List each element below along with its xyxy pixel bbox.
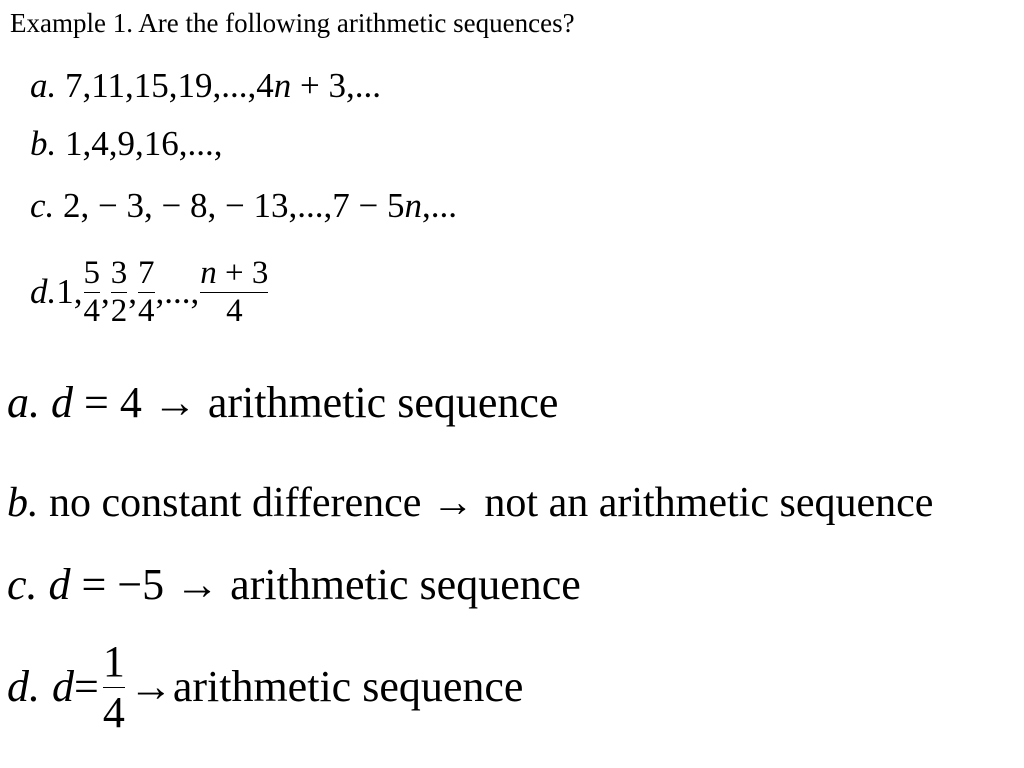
answer-c-label: c. — [7, 560, 38, 609]
general-term-fraction — [200, 255, 268, 330]
question-a-terms: 7,11,15,19,...,4 — [56, 66, 274, 105]
answer-b-label: b. — [7, 480, 39, 526]
answer-a-label: a. — [7, 378, 40, 427]
question-d-label: d. — [30, 272, 57, 311]
question-a-label: a. — [30, 66, 57, 105]
answer-d-text: arithmetic sequence — [172, 662, 524, 711]
fraction-5-4 — [84, 255, 101, 330]
question-c-tail: ,... — [422, 186, 458, 225]
fraction-denominator: 2 — [110, 292, 128, 329]
ellipsis: ,..., — [155, 272, 200, 311]
general-term-num-tail: + 3 — [216, 254, 269, 291]
answer-d-arrow: → — [128, 662, 173, 711]
fraction-denominator: 4 — [83, 292, 100, 329]
answer-d-label: d. — [7, 662, 40, 711]
fraction-denominator: 4 — [138, 292, 155, 329]
answer-d-fraction — [103, 637, 125, 738]
answer-c-text: arithmetic sequence — [230, 560, 581, 609]
answer-b — [7, 478, 933, 528]
general-term-denominator: 4 — [226, 292, 243, 329]
question-a-var: n — [273, 66, 292, 105]
question-b — [30, 124, 223, 164]
question-d-lead: 1, — [56, 272, 83, 311]
question-b-label: b. — [30, 124, 57, 163]
fraction-numerator: 1 — [102, 636, 125, 686]
example-title: Example 1. Are the following arithmetic sequences? — [10, 8, 575, 38]
question-c-label: c. — [30, 186, 55, 225]
question-b-terms: 1,4,9,16,..., — [56, 124, 223, 163]
question-a-tail: + 3,... — [291, 66, 381, 105]
question-a — [30, 66, 381, 106]
fraction-denominator: 4 — [102, 687, 125, 737]
answer-a — [7, 378, 558, 428]
answer-a-d: d — [51, 378, 73, 427]
fraction-7-4 — [138, 255, 155, 330]
fraction-3-2 — [111, 255, 128, 330]
fraction-numerator: 3 — [110, 254, 128, 291]
answer-c — [7, 560, 581, 610]
comma-separator: , — [128, 272, 137, 311]
fraction-numerator: 7 — [138, 254, 155, 291]
general-term-var: n — [200, 254, 217, 291]
question-c — [30, 186, 457, 226]
answer-d-d: d — [52, 662, 74, 711]
answer-b-text: no constant difference → not an arithmetic sequence — [38, 480, 934, 526]
answer-d — [7, 632, 523, 742]
comma-separator: , — [101, 272, 110, 311]
fraction-numerator: 5 — [83, 254, 100, 291]
question-c-var: n — [404, 186, 423, 225]
general-term-numerator — [200, 255, 268, 292]
answer-a-text: arithmetic sequence — [207, 378, 559, 427]
question-c-terms: 2, − 3, − 8, − 13,...,7 − 5 — [54, 186, 405, 225]
answer-a-eq: = 4 → — [73, 378, 208, 427]
answer-d-eq: = — [74, 662, 99, 711]
question-d — [30, 244, 269, 340]
answer-c-d: d — [48, 560, 71, 609]
answer-c-eq: = −5 → — [70, 560, 231, 609]
